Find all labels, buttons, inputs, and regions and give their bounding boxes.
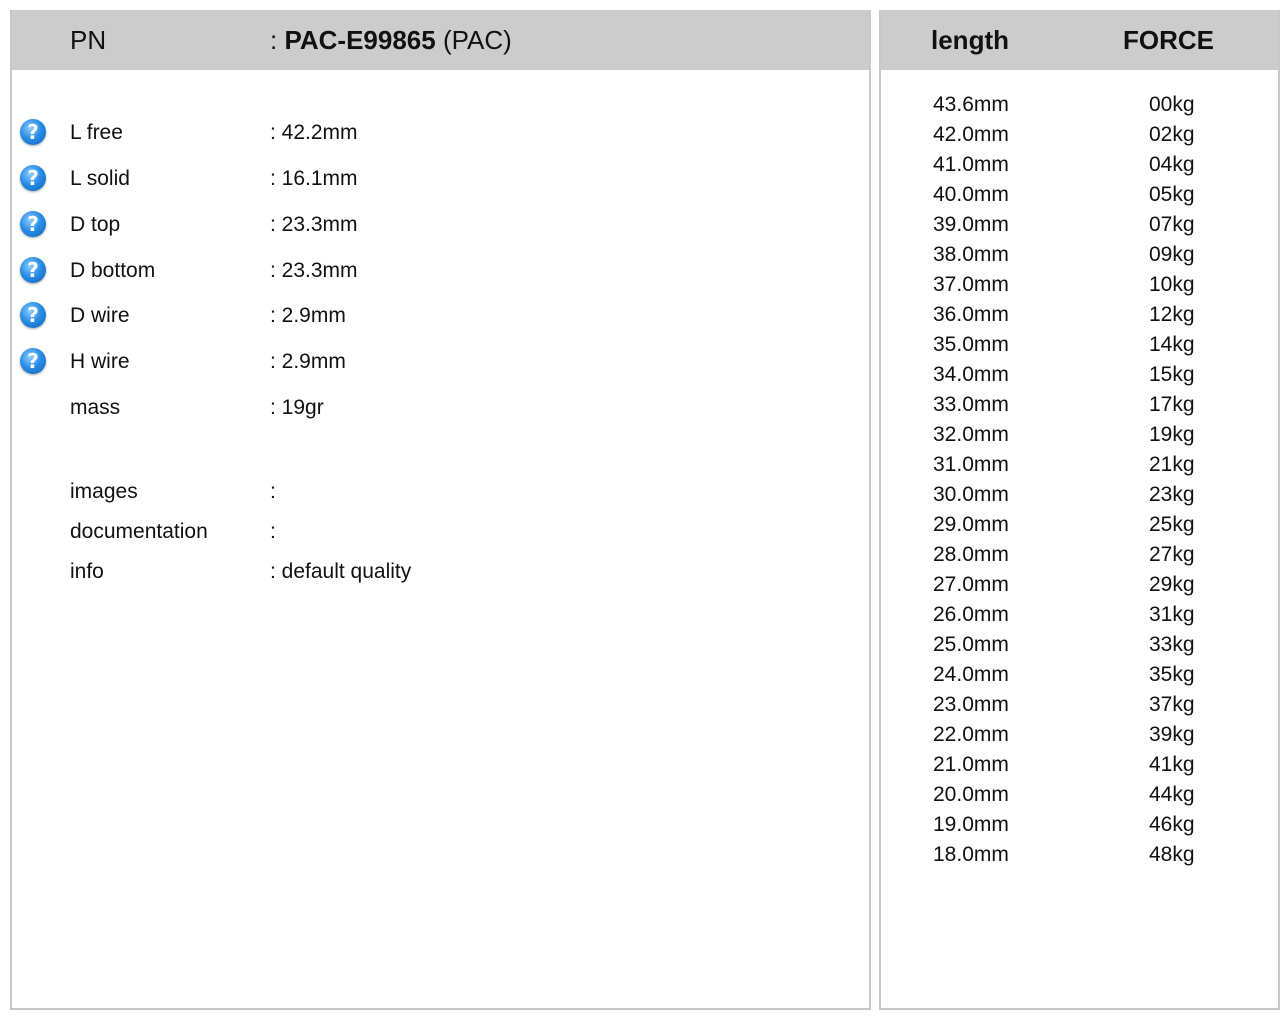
help-icon[interactable]: ?	[20, 348, 46, 374]
force-cell: 37kg	[1149, 693, 1195, 716]
spec-mass-value: : 19gr	[270, 396, 324, 419]
length-cell: 21.0mm	[933, 753, 1009, 776]
force-cell: 39kg	[1149, 723, 1195, 746]
length-cell: 41.0mm	[933, 153, 1009, 176]
spec-d-top-label: D top	[70, 213, 121, 236]
spec-d-top-value: : 23.3mm	[270, 213, 358, 236]
spec-panel-header	[12, 10, 869, 70]
force-cell: 07kg	[1149, 213, 1195, 236]
pn-prefix: :	[270, 25, 285, 55]
length-cell: 31.0mm	[933, 453, 1009, 476]
spec-panel	[10, 10, 871, 1010]
help-icon[interactable]: ?	[20, 165, 46, 191]
force-cell: 41kg	[1149, 753, 1195, 776]
force-cell: 21kg	[1149, 453, 1195, 476]
force-cell: 02kg	[1149, 123, 1195, 146]
force-table	[881, 92, 1281, 872]
force-cell: 04kg	[1149, 153, 1195, 176]
table-row	[881, 662, 1281, 692]
length-cell: 29.0mm	[933, 513, 1009, 536]
length-cell: 36.0mm	[933, 303, 1009, 326]
spec-mass-label: mass	[70, 396, 121, 419]
force-cell: 00kg	[1149, 93, 1195, 116]
help-icon[interactable]: ?	[20, 119, 46, 145]
table-row	[881, 332, 1281, 362]
spec-l-solid-label: L solid	[70, 167, 130, 190]
table-row	[881, 452, 1281, 482]
table-row	[881, 692, 1281, 722]
table-row	[881, 242, 1281, 272]
force-column-header: FORCE	[1123, 25, 1214, 55]
force-cell: 33kg	[1149, 633, 1195, 656]
spec-d-top-row	[12, 209, 852, 239]
extra-documentation-label: documentation	[70, 520, 208, 543]
spec-h-wire-label: H wire	[70, 350, 130, 373]
spec-d-wire-row	[12, 300, 852, 330]
table-row	[881, 512, 1281, 542]
force-cell: 44kg	[1149, 783, 1195, 806]
spec-l-free-value: : 42.2mm	[270, 121, 358, 144]
force-cell: 12kg	[1149, 303, 1195, 326]
spec-d-wire-value: : 2.9mm	[270, 304, 346, 327]
force-cell: 27kg	[1149, 543, 1195, 566]
length-cell: 19.0mm	[933, 813, 1009, 836]
force-cell: 48kg	[1149, 843, 1195, 866]
length-cell: 42.0mm	[933, 123, 1009, 146]
spec-d-wire-label: D wire	[70, 304, 130, 327]
spec-l-free-row	[12, 117, 852, 147]
pn-value	[270, 24, 512, 56]
length-cell: 28.0mm	[933, 543, 1009, 566]
table-row	[881, 362, 1281, 392]
extra-documentation-value: :	[270, 520, 276, 543]
force-panel	[879, 10, 1280, 1010]
force-cell: 46kg	[1149, 813, 1195, 836]
force-cell: 15kg	[1149, 363, 1195, 386]
length-cell: 22.0mm	[933, 723, 1009, 746]
length-cell: 43.6mm	[933, 93, 1009, 116]
spec-h-wire-row	[12, 346, 852, 376]
table-row	[881, 542, 1281, 572]
extra-info-label: info	[70, 560, 104, 583]
extra-images-label: images	[70, 480, 138, 503]
force-cell: 31kg	[1149, 603, 1195, 626]
table-row	[881, 152, 1281, 182]
table-row	[881, 602, 1281, 632]
force-cell: 35kg	[1149, 663, 1195, 686]
table-row	[881, 572, 1281, 602]
length-cell: 32.0mm	[933, 423, 1009, 446]
force-cell: 10kg	[1149, 273, 1195, 296]
spec-d-bottom-label: D bottom	[70, 259, 156, 282]
table-row	[881, 842, 1281, 872]
extra-info-value: : default quality	[270, 560, 412, 583]
length-cell: 26.0mm	[933, 603, 1009, 626]
table-row	[881, 482, 1281, 512]
table-row	[881, 422, 1281, 452]
length-cell: 38.0mm	[933, 243, 1009, 266]
length-cell: 23.0mm	[933, 693, 1009, 716]
length-cell: 34.0mm	[933, 363, 1009, 386]
spec-d-bottom-value: : 23.3mm	[270, 259, 358, 282]
spec-mass-row	[12, 392, 852, 422]
length-cell: 20.0mm	[933, 783, 1009, 806]
part-number: PAC-E99865	[284, 25, 436, 55]
help-icon[interactable]: ?	[20, 257, 46, 283]
table-row	[881, 722, 1281, 752]
length-cell: 24.0mm	[933, 663, 1009, 686]
force-cell: 23kg	[1149, 483, 1195, 506]
length-cell: 40.0mm	[933, 183, 1009, 206]
length-cell: 39.0mm	[933, 213, 1009, 236]
spec-h-wire-value: : 2.9mm	[270, 350, 346, 373]
pn-label: PN	[70, 25, 107, 55]
extra-images-row	[12, 476, 852, 506]
force-cell: 19kg	[1149, 423, 1195, 446]
table-row	[881, 92, 1281, 122]
table-row	[881, 782, 1281, 812]
force-cell: 17kg	[1149, 393, 1195, 416]
table-row	[881, 392, 1281, 422]
table-row	[881, 812, 1281, 842]
table-row	[881, 182, 1281, 212]
table-row	[881, 302, 1281, 332]
force-cell: 25kg	[1149, 513, 1195, 536]
table-row	[881, 752, 1281, 782]
table-row	[881, 272, 1281, 302]
extra-info-row	[12, 556, 852, 586]
force-cell: 29kg	[1149, 573, 1195, 596]
length-cell: 27.0mm	[933, 573, 1009, 596]
length-cell: 18.0mm	[933, 843, 1009, 866]
table-row	[881, 212, 1281, 242]
force-cell: 05kg	[1149, 183, 1195, 206]
spec-l-solid-row	[12, 163, 852, 193]
table-row	[881, 122, 1281, 152]
length-cell: 35.0mm	[933, 333, 1009, 356]
length-cell: 33.0mm	[933, 393, 1009, 416]
extra-documentation-row	[12, 516, 852, 546]
extra-images-value: :	[270, 480, 276, 503]
force-cell: 14kg	[1149, 333, 1195, 356]
length-cell: 25.0mm	[933, 633, 1009, 656]
length-cell: 37.0mm	[933, 273, 1009, 296]
length-column-header: length	[931, 25, 1009, 55]
force-cell: 09kg	[1149, 243, 1195, 266]
spec-l-free-label: L free	[70, 121, 123, 144]
length-cell: 30.0mm	[933, 483, 1009, 506]
force-panel-header	[881, 10, 1278, 70]
spec-l-solid-value: : 16.1mm	[270, 167, 358, 190]
help-icon[interactable]: ?	[20, 211, 46, 237]
spec-d-bottom-row	[12, 255, 852, 285]
pn-manufacturer: (PAC)	[435, 25, 512, 55]
table-row	[881, 632, 1281, 662]
help-icon[interactable]: ?	[20, 302, 46, 328]
